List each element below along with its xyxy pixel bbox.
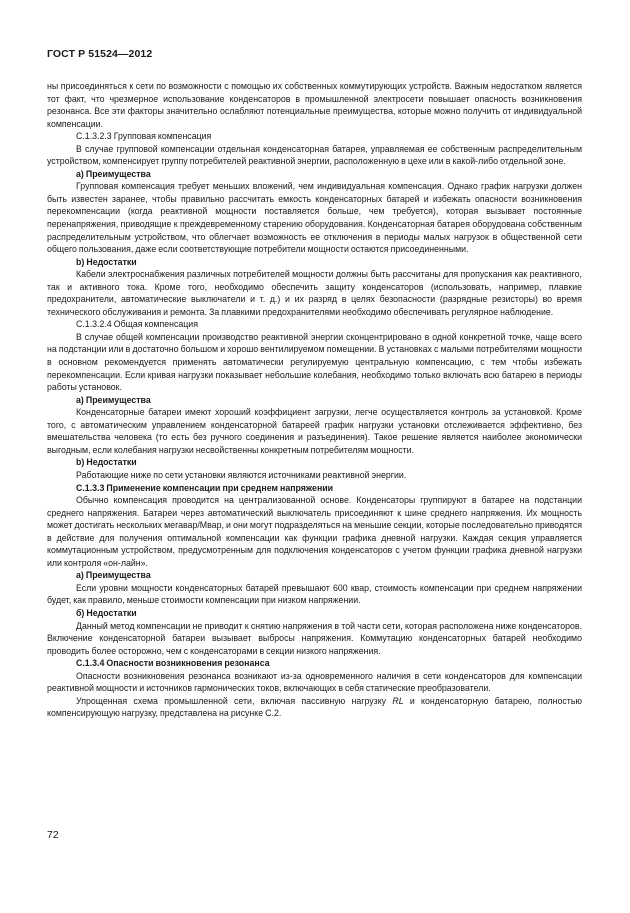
section-heading: С.1.3.4 Опасности возникновения резонанса [76, 658, 270, 669]
paragraph: Опасности возникновения резонанса возникают из-за одновременного наличия в сети конденсаторов для компенсации реактивной мощности и источников гармонических токов, включающих в себя статические преобразователи. [47, 670, 582, 694]
standard-header: ГОСТ Р 51524—2012 [47, 48, 153, 60]
paragraph: В случае групповой компенсации отдельная конденсаторная батарея, управляемая ее собственным распределительным устройством, компенсирует группу потребителей реактивной энергии, расположенную в цехе или в какой-либо отдельной зоне. [47, 143, 582, 167]
paragraph: Если уровни мощности конденсаторных батарей превышают 600 квар, стоимость компенсации при среднем напряжении будет, как правило, меньше стоимости компенсации при низком напряжении. [47, 582, 582, 606]
subsection-heading: С.1.3.2.4 Общая компенсация [76, 319, 198, 330]
body-text [47, 80, 582, 720]
list-heading: b) Недостатки [76, 256, 137, 267]
paragraph: Кабели электроснабжения различных потребителей мощности должны быть рассчитаны для пропускания как реактивного, так и активного тока. Кроме того, необходимо обеспечить защиту конденсаторов (использовать, например, плавкие предохранители, автоматические выключатели и т. д.) и их разряд в целях безопасности (разрядные резисторы) во время технического обслуживания и ремонта. За плавкими предохранителями необходимо обеспечивать регулярное наблюдение. [47, 269, 582, 317]
section-heading: С.1.3.3 Применение компенсации при среднем напряжении [76, 482, 334, 493]
list-heading: a) Преимущества [76, 570, 151, 581]
list-heading: a) Преимущества [76, 394, 151, 405]
page-number: 72 [47, 829, 59, 841]
paragraph: ны присоединяться к сети по возможности с помощью их собственных коммутирующих устройств. Важным недостатком является тот факт, что чрезмерное использование конденсаторов в промышленной электросети повышает опасность возникновения резонанса. Все эти факторы значительно ослабляют потенциальные преимущества, которые можно получить от индивидуальной компенсации. [47, 81, 582, 129]
list-heading: a) Преимущества [76, 168, 151, 179]
paragraph: Конденсаторные батареи имеют хороший коэффициент загрузки, легче осуществляется контроль за установкой. Кроме того, с автоматическим управлением конденсаторной батареей график нагрузки установки отслеживается эффективно, без вмешательства человека (то есть без ручного соединения и разъединения). Такое решение является наиболее экономически выгодным, если колебания нагрузки несвойственны конкретным потребителям мощности. [47, 407, 582, 455]
paragraph: Работающие ниже по сети установки являются источниками реактивной энергии. [76, 469, 407, 480]
paragraph: Обычно компенсация проводится на централизованной основе. Конденсаторы группируют в батарее на подстанции среднего напряжения. Батареи через автоматический выключатель присоединяют к шине среднего напряжения. Их мощность может достигать нескольких мегавар/Мвар, и они могут подразделяться на меньшие секции, которые последовательно приводятся в действие для получения оптимальной компенсации как функции графика дневной нагрузки. Каждая секция управляется коммутационным устройством, предусмотренным для подключения конденсаторов с учетом функции графика дневной нагрузки или контроля «он-лайн». [47, 495, 582, 568]
paragraph: Групповая компенсация требует меньших вложений, чем индивидуальная компенсация. Однако график нагрузки должен быть известен заранее, чтобы правильно рассчитать емкость конденсаторных батарей и избежать опасности возникновения перекомпенсации (когда реактивной мощности поставляется больше, чем требуется), которая вызывает постоянные перенапряжения, приводящие к преждевременному старению оборудования. Конденсаторная батарея оборудована собственным распределительным устройством, что облегчает возможность ее отключения в периоды малых нагрузок в общественной сети общего пользования, даже если соответствующие потребители мощности остаются присоединенными. [47, 181, 582, 255]
subsection-heading: С.1.3.2.3 Групповая компенсация [76, 131, 212, 142]
paragraph: В случае общей компенсации производство реактивной энергии сконцентрировано в одной конкретной точке, чаще всего на подстанции или в достаточно большом и хорошо вентилируемом помещении. В установках с малыми потребителями мощности в основном рекомендуется применять автоматически регулируемую центральную компенсацию, с тем чтобы избежать перекомпенсации. Если кривая нагрузки показывает небольшие колебания, необходимо только включать всю батарею в периоды работы установок. [47, 331, 582, 393]
paragraph: Упрощенная схема промышленной сети, включая пассивную нагрузку RL и конденсаторную батарею, полностью компенсирующую нагрузку, представлена на рисунке С.2. [47, 695, 582, 719]
list-heading: б) Недостатки [76, 607, 137, 618]
paragraph: Данный метод компенсации не приводит к снятию напряжения в той части сети, которая расположена ниже конденсаторов. Включение конденсаторной батареи вызывает выбросы напряжения. Коммутацию конденсаторных батарей необходимо проводить более осторожно, чем с конденсаторами в секции низкого напряжения. [47, 620, 582, 656]
list-heading: b) Недостатки [76, 457, 137, 468]
load-symbol: RL [392, 695, 404, 706]
